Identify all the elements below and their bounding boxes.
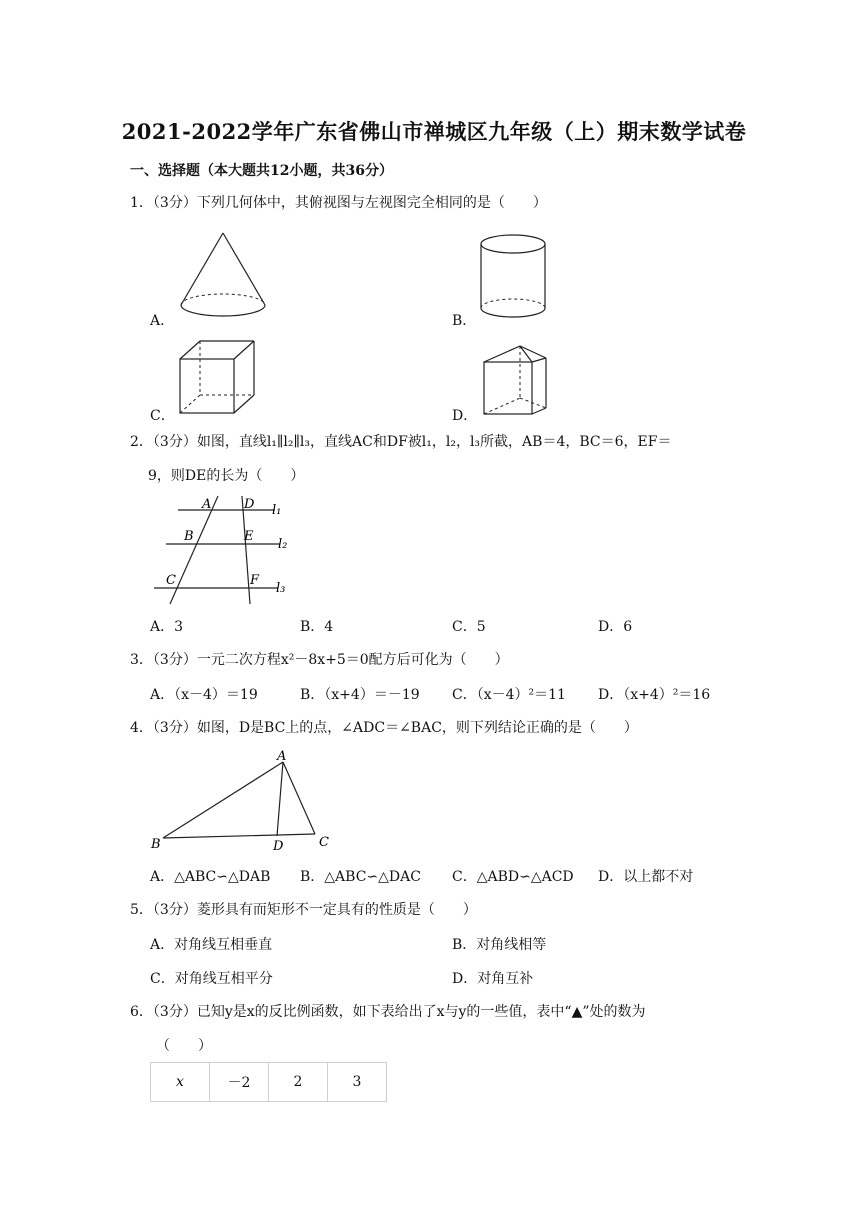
q5-option-a: A．对角线互相垂直 bbox=[150, 937, 273, 953]
q4-option-a: A．△ABC∽△DAB bbox=[150, 869, 271, 885]
q1-option-d: D． bbox=[452, 408, 478, 424]
label-c: C bbox=[319, 835, 329, 850]
q3-option-b: B．（x+4）＝－19 bbox=[300, 687, 420, 703]
question-4-stem: 4．（3分）如图，D是BC上的点，∠ADC＝∠BAC，则下列结论正确的是（ ） bbox=[130, 720, 638, 736]
q1-option-c: C． bbox=[150, 408, 175, 424]
q2-option-a: A．3 bbox=[150, 619, 184, 635]
table-cell: 3 bbox=[328, 1063, 387, 1102]
question-6-stem-line2: （ ） bbox=[156, 1038, 212, 1054]
question-2-stem-line1: 2．（3分）如图，直线l₁∥l₂∥l₃，直线AC和DF被l₁，l₂，l₃所截，AB＝4，BC＝6，EF＝ bbox=[130, 434, 672, 450]
prism-figure bbox=[478, 340, 558, 420]
label-d: D bbox=[244, 497, 255, 512]
table-row bbox=[151, 1063, 387, 1102]
cube-figure bbox=[175, 337, 260, 419]
q5-option-c: C．对角线互相平分 bbox=[150, 971, 273, 987]
q3-option-d: D．（x+4）²＝16 bbox=[598, 687, 711, 703]
label-l3: l₃ bbox=[276, 581, 286, 596]
q3-option-c: C．（x－4）²＝11 bbox=[452, 687, 566, 703]
q2-option-d: D．6 bbox=[598, 619, 633, 635]
values-table bbox=[150, 1062, 387, 1102]
q4-option-d: D．以上都不对 bbox=[598, 869, 694, 885]
page-title: 2021-2022学年广东省佛山市禅城区九年级（上）期末数学试卷 bbox=[121, 119, 747, 144]
q1-option-a: A． bbox=[150, 313, 175, 329]
q5-option-b: B．对角线相等 bbox=[452, 937, 547, 953]
q1-option-b: B． bbox=[452, 313, 477, 329]
q5-option-d: D．对角互补 bbox=[452, 971, 534, 987]
question-5-stem: 5．（3分）菱形具有而矩形不一定具有的性质是（ ） bbox=[130, 902, 477, 918]
question-6-stem-line1: 6．（3分）已知y是x的反比例函数，如下表给出了x与y的一些值，表中“▲”处的数为 bbox=[130, 1004, 646, 1020]
question-1-stem: 1．（3分）下列几何体中，其俯视图与左视图完全相同的是（ ） bbox=[130, 195, 547, 211]
label-b: B bbox=[151, 837, 161, 852]
label-c: C bbox=[166, 573, 176, 588]
table-cell: －2 bbox=[210, 1063, 269, 1102]
label-a: A bbox=[202, 497, 212, 512]
q4-option-c: C．△ABD∽△ACD bbox=[452, 869, 574, 885]
question-3-stem: 3．（3分）一元二次方程x²－8x+5＝0配方后可化为（ ） bbox=[130, 652, 509, 668]
section-heading: 一、选择题（本大题共12小题，共36分） bbox=[130, 163, 393, 179]
q2-option-c: C．5 bbox=[452, 619, 486, 635]
parallel-lines-figure bbox=[150, 492, 300, 612]
q4-option-b: B．△ABC∽△DAC bbox=[300, 869, 421, 885]
triangle-figure bbox=[145, 748, 345, 852]
label-f: F bbox=[250, 573, 260, 588]
q3-option-a: A．（x－4）＝19 bbox=[150, 687, 258, 703]
question-2-stem-line2: 9，则DE的长为（ ） bbox=[148, 468, 305, 484]
cylinder-figure bbox=[475, 232, 555, 322]
label-a: A bbox=[277, 749, 287, 764]
q2-option-b: B．4 bbox=[300, 619, 334, 635]
label-d: D bbox=[273, 839, 284, 852]
label-e: E bbox=[244, 529, 254, 544]
cone-figure bbox=[175, 225, 275, 325]
label-l1: l₁ bbox=[272, 503, 282, 518]
table-cell: x bbox=[151, 1063, 210, 1102]
table-cell: 2 bbox=[269, 1063, 328, 1102]
label-l2: l₂ bbox=[278, 537, 288, 552]
label-b: B bbox=[184, 529, 194, 544]
